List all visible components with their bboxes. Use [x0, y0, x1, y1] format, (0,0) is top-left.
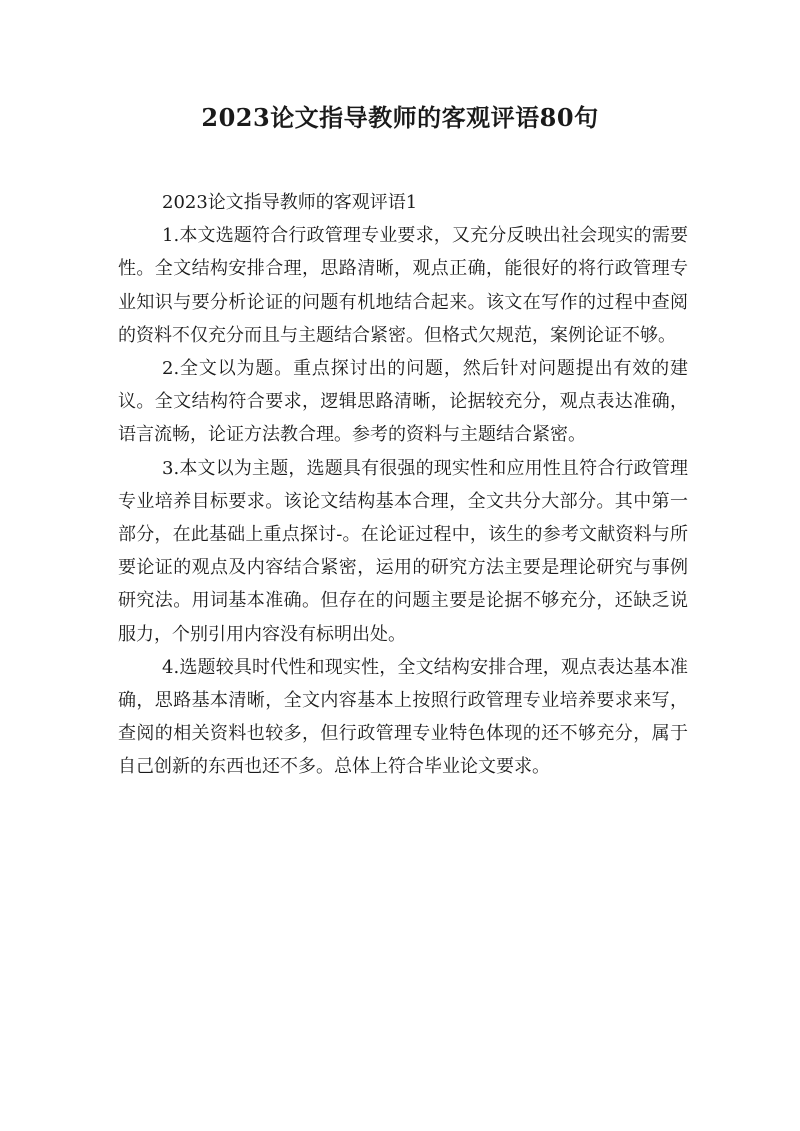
comment-paragraph-3: 3.本文以为主题，选题具有很强的现实性和应用性且符合行政管理专业培养目标要求。该论文结构基本合理，全文共分大部分。其中第一部分，在此基础上重点探讨-。在论证过程中，该生的参考文献资料与所要论证的观点及内容结合紧密，运用的研究方法主要是理论研究与事例研究法。用词基本准确。但存在的问题主要是论据不够充分，还缺乏说服力，个别引用内容没有标明出处。 [118, 457, 688, 645]
comment-paragraph-1: 1.本文选题符合行政管理专业要求，又充分反映出社会现实的需要性。全文结构安排合理，思路清晰，观点正确，能很好的将行政管理专业知识与要分析论证的问题有机地结合起来。该文在写作的过程中查阅的资料不仅充分而且与主题结合紧密。但格式欠规范，案例论证不够。 [118, 225, 688, 346]
document-body [118, 186, 688, 784]
section-heading: 2023论文指导教师的客观评语1 [162, 192, 418, 213]
comment-paragraph-2: 2.全文以为题。重点探讨出的问题，然后针对问题提出有效的建议。全文结构符合要求，逻辑思路清晰，论据较充分，观点表达准确，语言流畅，论证方法教合理。参考的资料与主题结合紧密。 [118, 358, 688, 446]
comment-paragraph-4: 4.选题较具时代性和现实性，全文结构安排合理，观点表达基本准确，思路基本清晰，全文内容基本上按照行政管理专业培养要求来写，查阅的相关资料也较多，但行政管理专业特色体现的还不够充分，属于自己创新的东西也还不多。总体上符合毕业论文要求。 [118, 656, 688, 778]
document-title: 2023论文指导教师的客观评语80句 [201, 103, 599, 132]
